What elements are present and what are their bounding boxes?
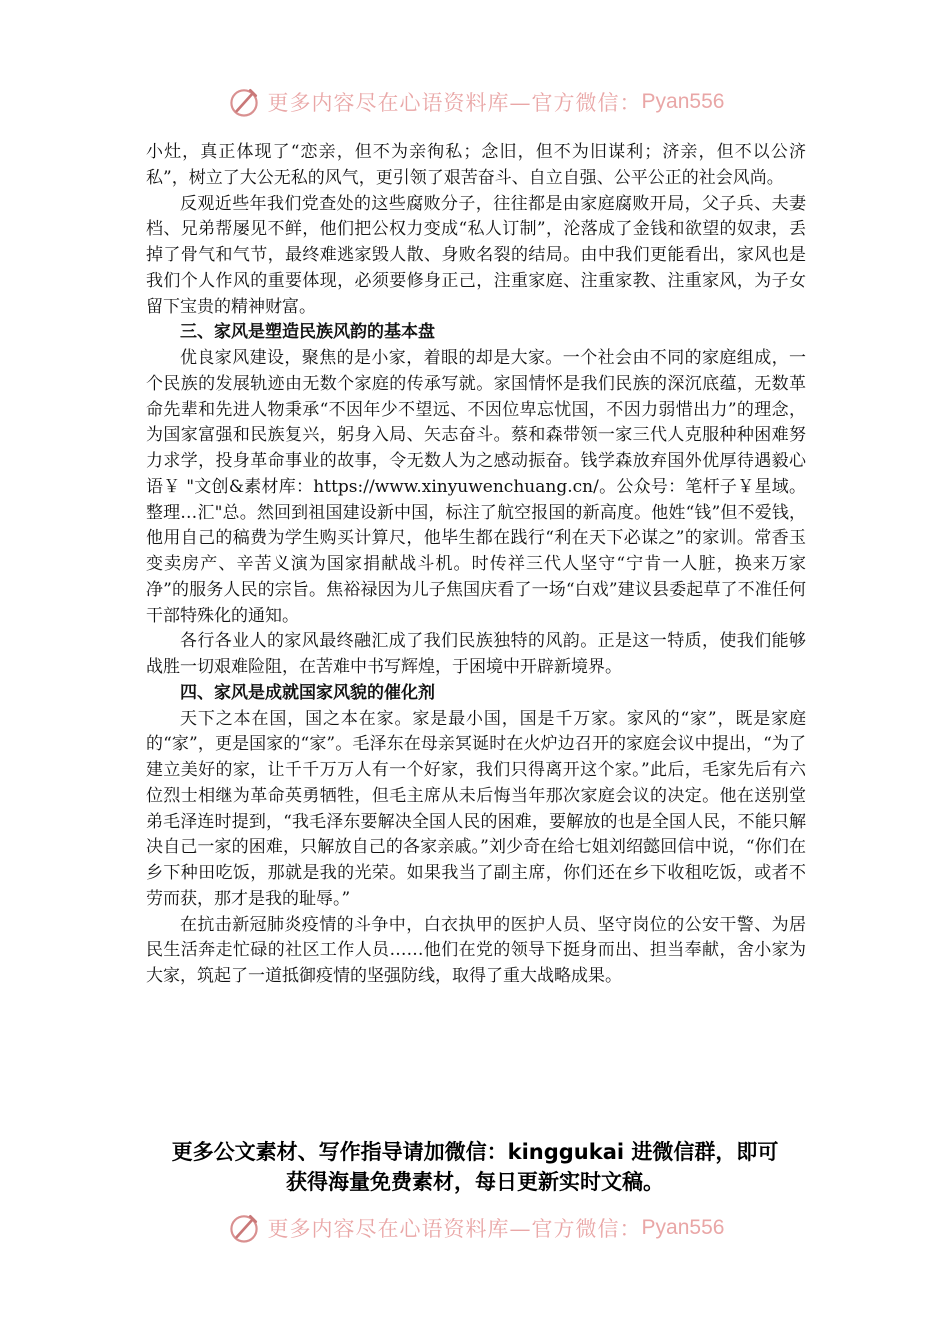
banner-text: 更多内容尽在心语资料库—官方微信： — [267, 1217, 642, 1241]
pen-logo-icon — [226, 1210, 262, 1246]
footer-call-to-action — [110, 1137, 840, 1197]
footer-banner — [0, 1206, 950, 1250]
footer-line-2: 获得海量免费素材，每日更新实时文稿。 — [286, 1170, 664, 1194]
banner-wechat-id: Pyan556 — [641, 1216, 725, 1239]
paragraph: 在抗击新冠肺炎疫情的斗争中，白衣执甲的医护人员、坚守岗位的公安干警、为居民生活奔走忙碌的社区工作人员……他们在党的领导下挺身而出、担当奉献，舍小家为大家，筑起了一道抵御疫情的坚强防线，取得了重大战略成果。 — [146, 914, 806, 986]
header-banner — [0, 80, 950, 124]
footer-line-1: 更多公文素材、写作指导请加微信：kinggukai 进微信群，即可 — [171, 1140, 779, 1164]
article-body — [146, 140, 806, 990]
paragraph: 天下之本在国，国之本在家。家是最小国，国是千万家。家风的“家”，既是家庭的“家”，更是国家的“家”。毛泽东在母亲冥诞时在火炉边召开的家庭会议中提出，“为了建立美好的家，让千千万万人有一个好家，我们只得离开这个家。”此后，毛家先后有六位烈士相继为革命英勇牺牲，但毛主席从未后悔当年那次家庭会议的决定。他在送别堂弟毛泽连时提到，“我毛泽东要解决全国人民的困难，要解放的也是全国人民，不能只解决自己一家的困难，只解放自己的各家亲戚。”刘少奇在给七姐刘绍懿回信中说，“你们在乡下种田吃饭，那就是我的光荣。如果我当了副主席，你们还在乡下收租吃饭，或者不劳而获，那才是我的耻辱。” — [146, 708, 806, 909]
paragraph: 反观近些年我们党查处的这些腐败分子，往往都是由家庭腐败开局，父子兵、夫妻档、兄弟帮屡见不鲜，他们把公权力变成“私人订制”，沦落成了金钱和欲望的奴隶，丢掉了骨气和气节，最终难逃家毁人散、身败名裂的结局。由中我们更能看出，家风也是我们个人作风的重要体现，必须要修身正己，注重家庭、注重家教、注重家风，为子女留下宝贵的精神财富。 — [146, 193, 806, 317]
banner-wechat-id: Pyan556 — [641, 90, 725, 113]
section-heading-4: 四、家风是成就国家风貌的催化剂 — [180, 682, 435, 703]
paragraph: 优良家风建设，聚焦的是小家，着眼的却是大家。一个社会由不同的家庭组成，一个民族的发展轨迹由无数个家庭的传承写就。家国情怀是我们民族的深沉底蕴，无数革命先辈和先进人物秉承“不因年少不望远、不因位卑忘忧国，不因力弱惜出力”的理念，为国家富强和民族复兴，躬身入局、矢志奋斗。蔡和森带领一家三代人克服种种困难努力求学，投身革命事业的故事，令无数人为之感动振奋。钱学森放弃国外优厚待遇毅心语￥ "文创&素材库：https://www.xinyuwenchuang.cn/。公众号：笔杆子￥星域。整理…汇"总。然回到祖国建设新中国，标注了航空报国的新高度。他姓“钱”但不爱钱，他用自己的稿费为学生购买计算尺，他毕生都在践行“利在天下必谋之”的家训。常香玉变卖房产、辛苦义演为国家捐献战斗机。时传祥三代人坚守“宁肯一人脏，换来万家净”的服务人民的宗旨。焦裕禄因为儿子焦国庆看了一场“白戏”建议县委起草了不准任何干部特殊化的通知。 — [146, 348, 806, 626]
paragraph: 小灶，真正体现了“恋亲，但不为亲徇私；念旧，但不为旧谋利；济亲，但不以公济私”，树立了大公无私的风气，更引领了艰苦奋斗、自立自强、公平公正的社会风尚。 — [146, 142, 806, 188]
pen-logo-icon — [226, 84, 262, 120]
banner-text: 更多内容尽在心语资料库—官方微信： — [267, 91, 642, 115]
paragraph: 各行各业人的家风最终融汇成了我们民族独特的风韵。正是这一特质，使我们能够战胜一切艰难险阻，在苦难中书写辉煌，于困境中开辟新境界。 — [146, 631, 806, 677]
section-heading-3: 三、家风是塑造民族风韵的基本盘 — [180, 322, 435, 343]
